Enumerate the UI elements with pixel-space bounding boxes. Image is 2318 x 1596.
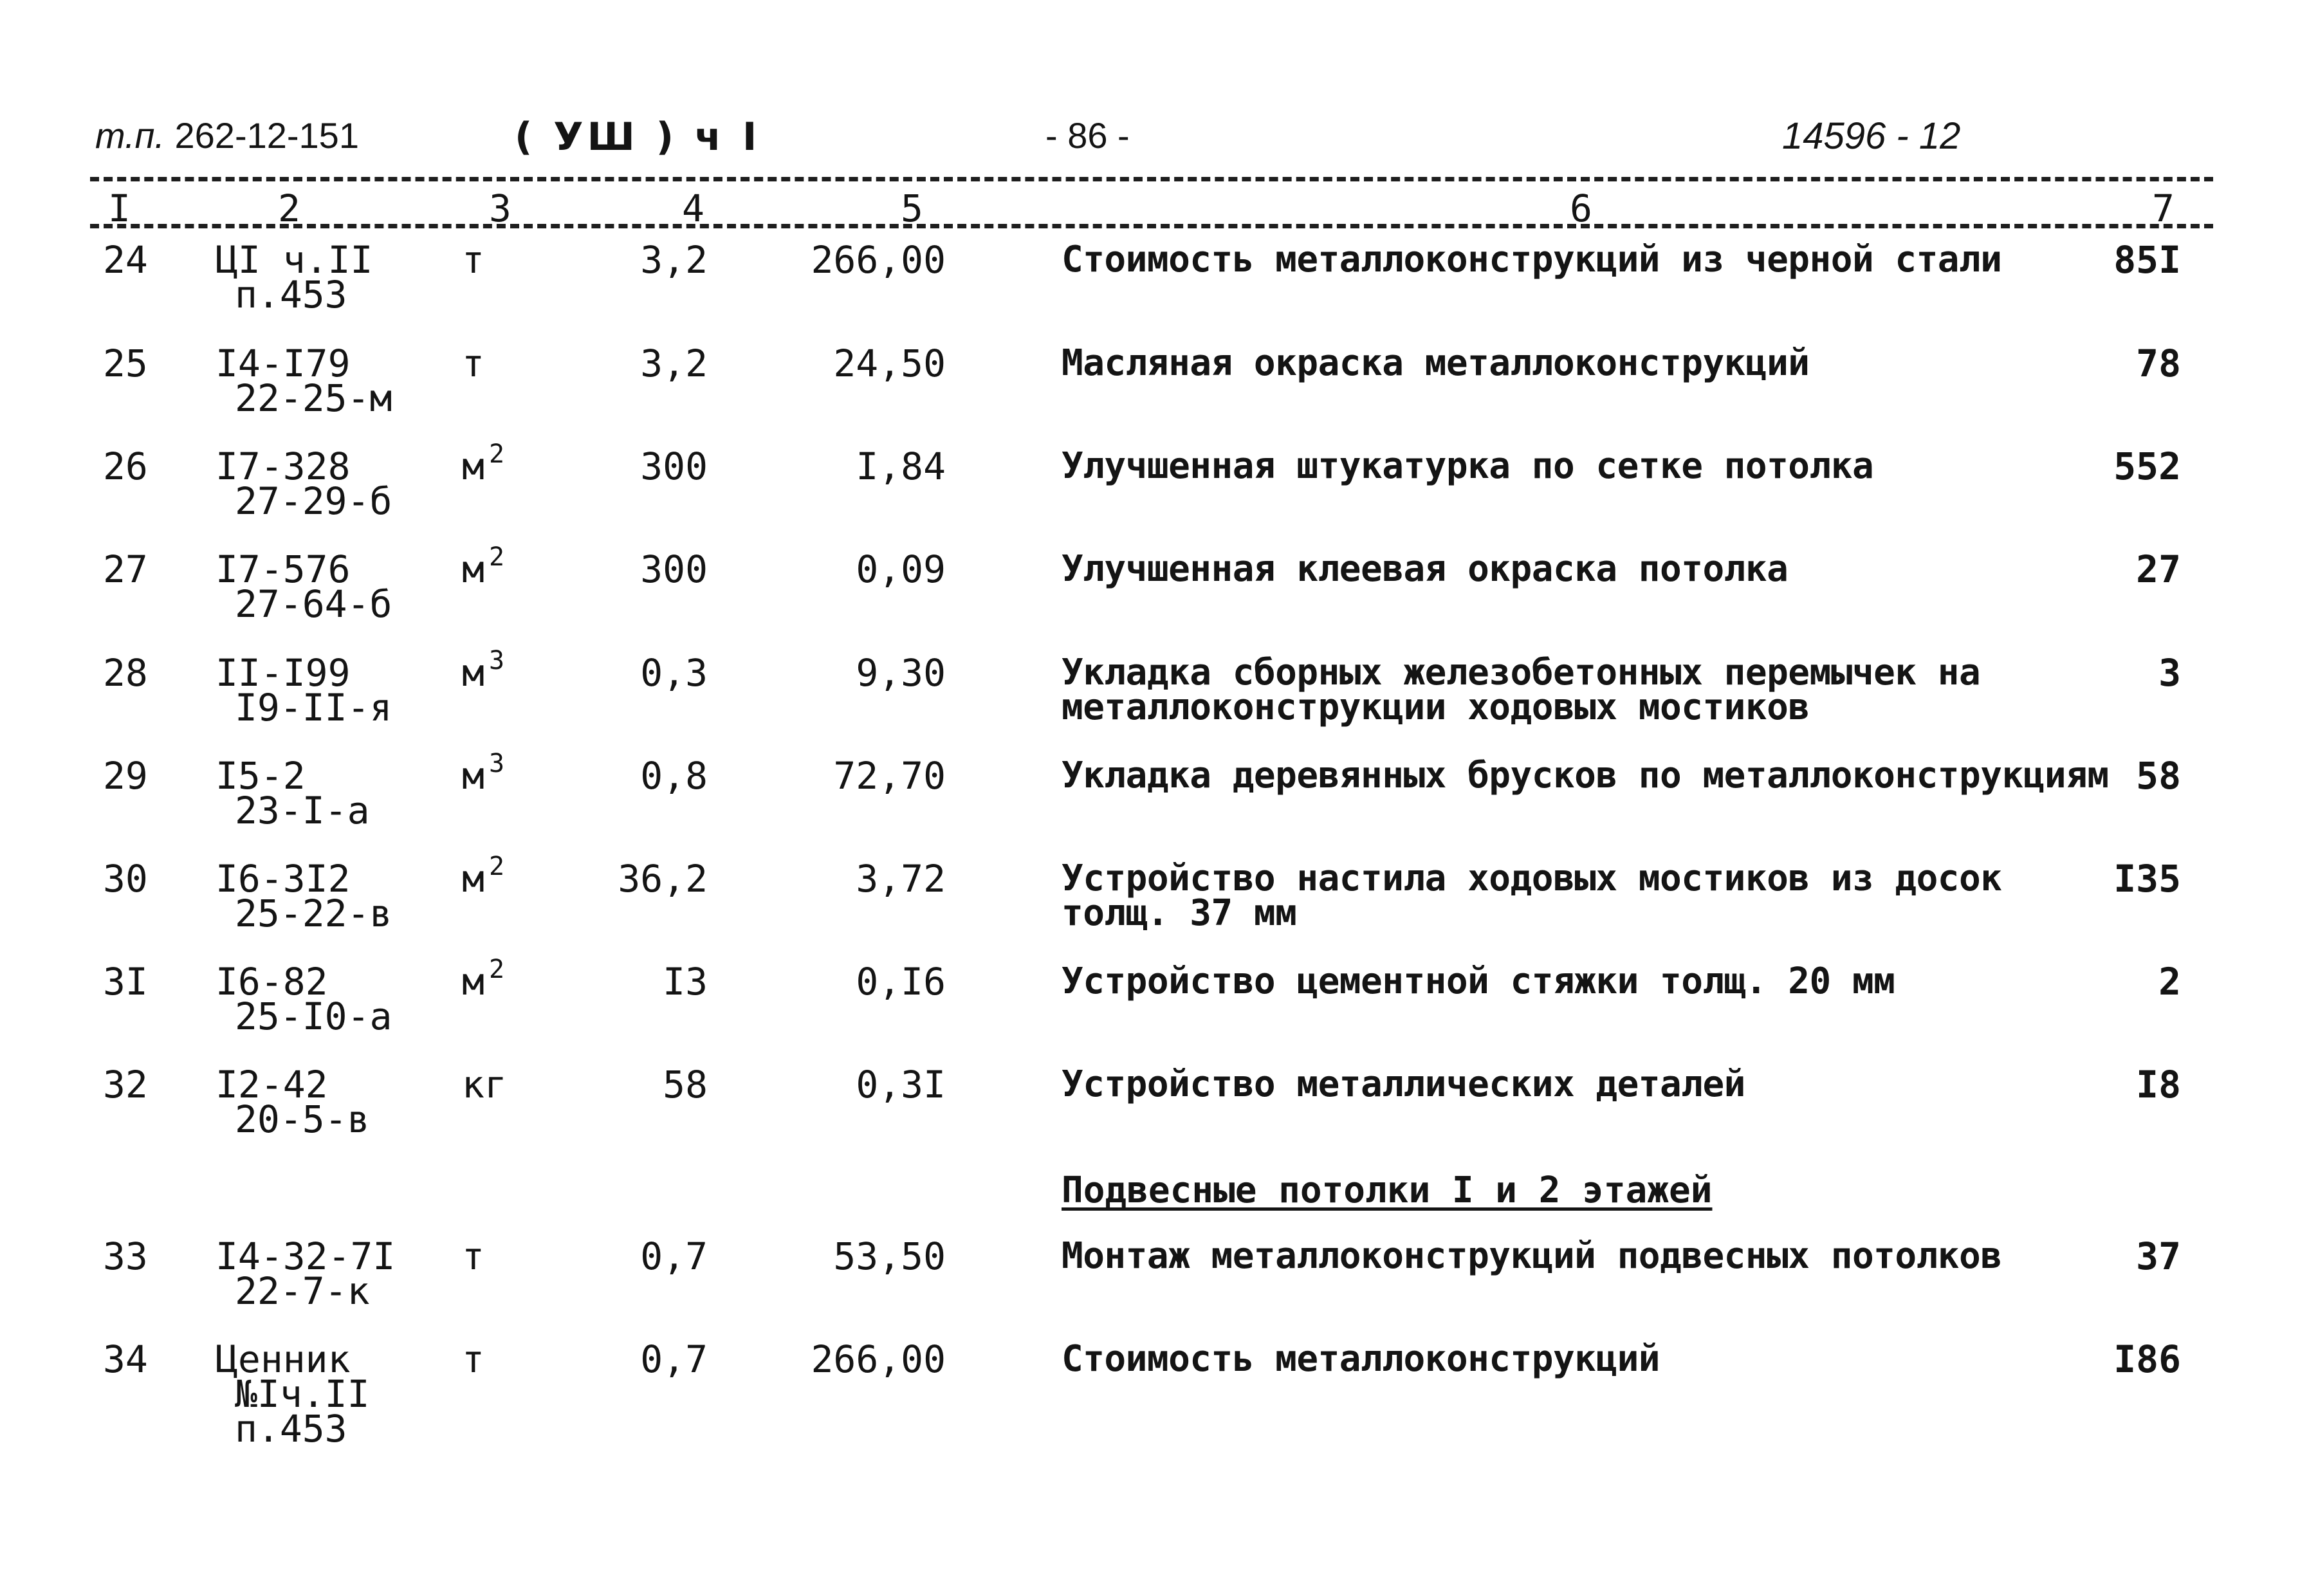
- document-code: 262-12-151: [174, 115, 359, 156]
- row-description-line-1: Укладка деревянных брусков по металлоконструкциям: [1062, 755, 2109, 796]
- row-total: I35: [2113, 857, 2181, 901]
- row-quantity: 300: [640, 445, 708, 488]
- row-code-line-1: II-I99: [216, 651, 351, 695]
- row-number: 34: [103, 1337, 148, 1381]
- row-total: 78: [2136, 342, 2181, 385]
- row-number: 32: [103, 1063, 148, 1106]
- row-unit: т: [462, 238, 484, 282]
- row-total: 552: [2113, 445, 2181, 488]
- unit-exponent: 3: [489, 646, 505, 675]
- row-total: 27: [2136, 547, 2181, 591]
- row-number: 33: [103, 1234, 148, 1278]
- column-number-4: 4: [682, 187, 704, 230]
- row-unit-exponent: [489, 749, 505, 798]
- row-description-line-1: Монтаж металлоконструкций подвесных потолков: [1062, 1235, 2002, 1277]
- row-unit: кг: [462, 1063, 507, 1106]
- row-number: 30: [103, 857, 148, 901]
- row-total: I8: [2136, 1063, 2181, 1106]
- row-quantity: 0,8: [640, 754, 708, 798]
- row-unit-exponent: [489, 439, 505, 489]
- row-code-line-1: I2-42: [216, 1063, 328, 1106]
- row-number: 3I: [103, 960, 148, 1004]
- row-total: 2: [2158, 960, 2181, 1004]
- unit-exponent: 2: [489, 852, 505, 881]
- row-unit-exponent: [489, 542, 505, 592]
- row-description-line-2: металлоконструкции ходовых мостиков: [1062, 686, 1810, 728]
- row-unit-price: 0,I6: [856, 960, 946, 1004]
- row-code-line-1: I4-I79: [216, 342, 351, 385]
- row-number: 25: [103, 342, 148, 385]
- row-code-line-2: 20-5-в: [235, 1097, 370, 1141]
- row-code-line-2: 22-25-м: [235, 376, 392, 420]
- row-code-line-1: I7-328: [216, 445, 351, 488]
- row-quantity: 0,3: [640, 651, 708, 695]
- row-unit: м: [462, 547, 484, 591]
- row-unit: т: [462, 1337, 484, 1381]
- row-code-line-2: 27-64-б: [235, 582, 392, 626]
- row-code-line-2: 27-29-б: [235, 479, 392, 523]
- column-number-5: 5: [901, 187, 923, 230]
- document-number: [95, 115, 359, 156]
- row-description-line-1: Стоимость металлоконструкций: [1062, 1338, 1660, 1380]
- row-total: 3: [2158, 651, 2181, 695]
- row-description-line-1: Стоимость металлоконструкций из черной стали: [1062, 239, 2002, 280]
- row-unit-price: I,84: [856, 445, 946, 488]
- row-quantity: 3,2: [640, 238, 708, 282]
- row-unit: м: [462, 651, 484, 695]
- row-total: I86: [2113, 1337, 2181, 1381]
- row-description-line-1: Устройство настила ходовых мостиков из досок: [1062, 858, 2002, 899]
- header-divider-top: [90, 177, 2213, 181]
- row-code-line-1: I6-82: [216, 960, 328, 1004]
- row-unit-price: 0,09: [856, 547, 946, 591]
- row-description-line-2: толщ. 37 мм: [1062, 892, 1297, 934]
- row-number: 29: [103, 754, 148, 798]
- row-unit: м: [462, 754, 484, 798]
- row-unit: т: [462, 342, 484, 385]
- unit-exponent: 2: [489, 542, 505, 572]
- row-code-line-2: №Iч.II: [235, 1372, 370, 1416]
- row-unit-price: 72,70: [833, 754, 946, 798]
- row-unit-price: 0,3I: [856, 1063, 946, 1106]
- row-total: 85I: [2113, 238, 2181, 282]
- row-total: 58: [2136, 754, 2181, 798]
- row-unit-exponent: [489, 852, 505, 901]
- part-label: ( УШ ) ч I: [515, 115, 761, 160]
- document-prefix: т.п.: [95, 115, 165, 156]
- section-heading: Подвесные потолки I и 2 этажей: [1062, 1169, 1713, 1211]
- row-number: 24: [103, 238, 148, 282]
- unit-exponent: 3: [489, 749, 505, 778]
- row-description-line-1: Устройство цементной стяжки толщ. 20 мм: [1062, 960, 1895, 1002]
- row-code-line-1: Ценник: [216, 1337, 351, 1381]
- row-code-line-1: I7-576: [216, 547, 351, 591]
- row-description-line-1: Укладка сборных железобетонных перемычек на: [1062, 652, 1981, 693]
- column-number-3: 3: [489, 187, 511, 230]
- row-code-line-2: 25-22-в: [235, 892, 392, 935]
- row-unit: т: [462, 1234, 484, 1278]
- row-number: 27: [103, 547, 148, 591]
- header-divider-bottom: [90, 224, 2213, 228]
- row-quantity: 0,7: [640, 1234, 708, 1278]
- row-quantity: I3: [663, 960, 708, 1004]
- handwritten-note: 14596 - 12: [1782, 115, 1961, 157]
- row-quantity: 0,7: [640, 1337, 708, 1381]
- row-unit-exponent: [489, 955, 505, 1004]
- row-unit: м: [462, 960, 484, 1004]
- row-unit-price: 24,50: [833, 342, 946, 385]
- row-total: 37: [2136, 1234, 2181, 1278]
- row-description-line-1: Улучшенная клеевая окраска потолка: [1062, 548, 1789, 590]
- row-unit-price: 53,50: [833, 1234, 946, 1278]
- row-number: 28: [103, 651, 148, 695]
- column-number-2: 2: [278, 187, 300, 230]
- row-code-line-1: I5-2: [216, 754, 306, 798]
- column-number-7: 7: [2152, 187, 2175, 230]
- row-quantity: 36,2: [618, 857, 708, 901]
- row-description-line-1: Устройство металлических деталей: [1062, 1063, 1745, 1105]
- row-code-line-1: ЦI ч.II: [216, 238, 373, 282]
- row-quantity: 300: [640, 547, 708, 591]
- row-quantity: 3,2: [640, 342, 708, 385]
- row-code-line-2: I9-II-я: [235, 686, 392, 729]
- row-code-line-2: 25-I0-а: [235, 995, 392, 1038]
- row-unit-price: 9,30: [856, 651, 946, 695]
- row-unit: м: [462, 445, 484, 488]
- column-number-1: I: [108, 187, 131, 230]
- row-code-line-1: I6-3I2: [216, 857, 351, 901]
- row-number: 26: [103, 445, 148, 488]
- row-code-line-2: п.453: [235, 273, 347, 316]
- row-code-line-3: п.453: [235, 1407, 347, 1451]
- row-description-line-1: Улучшенная штукатурка по сетке потолка: [1062, 445, 1874, 487]
- column-number-6: 6: [1570, 187, 1592, 230]
- row-code-line-1: I4-32-7I: [216, 1234, 396, 1278]
- unit-exponent: 2: [489, 439, 505, 469]
- row-code-line-2: 22-7-к: [235, 1269, 370, 1313]
- row-unit-price: 266,00: [811, 238, 946, 282]
- page-number: - 86 -: [1045, 115, 1130, 156]
- row-unit-price: 266,00: [811, 1337, 946, 1381]
- row-description-line-1: Масляная окраска металлоконструкций: [1062, 342, 1810, 384]
- row-code-line-2: 23-I-а: [235, 789, 370, 832]
- row-quantity: 58: [663, 1063, 708, 1106]
- row-unit-price: 3,72: [856, 857, 946, 901]
- row-unit: м: [462, 857, 484, 901]
- unit-exponent: 2: [489, 955, 505, 984]
- row-unit-exponent: [489, 646, 505, 695]
